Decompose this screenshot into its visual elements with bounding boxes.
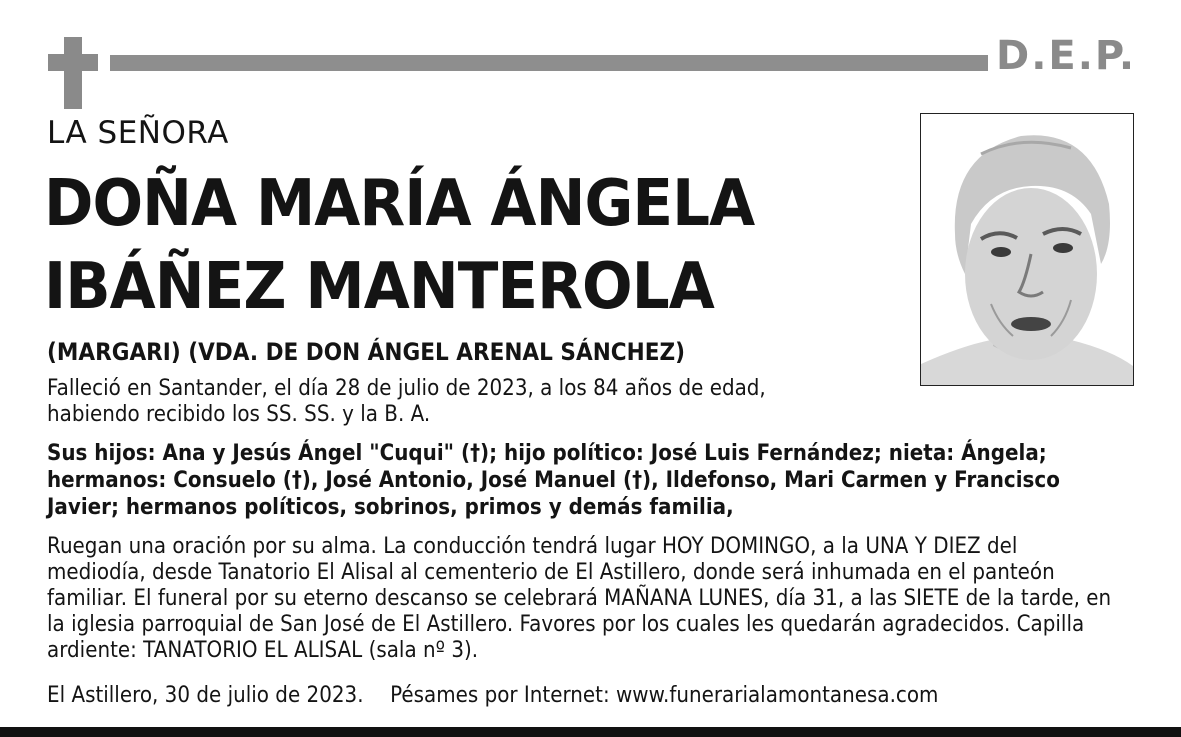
header-rule bbox=[110, 55, 988, 71]
death-info: Falleció en Santander, el día 28 de julio de 2023, a los 84 años de edad, habiendo recibido los SS. SS. y la B. A. bbox=[47, 375, 766, 427]
cross-icon-bar bbox=[48, 54, 98, 71]
deceased-name-line2: IBÁÑEZ MANTEROLA bbox=[44, 250, 714, 324]
dep-label: D.E.P. bbox=[996, 33, 1137, 79]
ceremony-info: Ruegan una oración por su alma. La conducción tendrá lugar HOY DOMINGO, a la UNA Y DIEZ del mediodía, desde Tanatorio El Alisal al cementerio de El Astillero, donde será inhumada en el panteón familiar. El funeral por su eterno descanso se celebrará MAÑANA LUNES, día 31, a las SIETE de la tarde, en la iglesia parroquial de San José de El Astillero. Favores por los cuales les quedarán agradecidos. Capilla ardiente: TANATORIO EL ALISAL (sala nº 3). bbox=[47, 533, 1112, 663]
cross-icon bbox=[64, 37, 82, 109]
portrait-image bbox=[921, 114, 1133, 385]
footer-line bbox=[47, 682, 1100, 708]
family-list: Sus hijos: Ana y Jesús Ángel "Cuqui" (†); hijo político: José Luis Fernández; nieta: Ángela; hermanos: Consuelo (†), José Antonio, José Manuel (†), Ildefonso, Mari Carmen y Francisco Javier; hermanos políticos, sobrinos, primos y demás familia, bbox=[47, 440, 1060, 520]
alias-text: (MARGARI) (VDA. DE DON ÁNGEL ARENAL SÁNCHEZ) bbox=[47, 338, 686, 366]
deceased-name-line1: DOÑA MARÍA ÁNGELA bbox=[44, 167, 755, 241]
condolences-link[interactable]: Pésames por Internet: www.funerarialamontanesa.com bbox=[390, 682, 939, 708]
portrait-photo bbox=[920, 113, 1134, 386]
place-date: El Astillero, 30 de julio de 2023. bbox=[47, 682, 364, 708]
bottom-bar bbox=[0, 727, 1181, 737]
intro-text: LA SEÑORA bbox=[47, 115, 229, 151]
